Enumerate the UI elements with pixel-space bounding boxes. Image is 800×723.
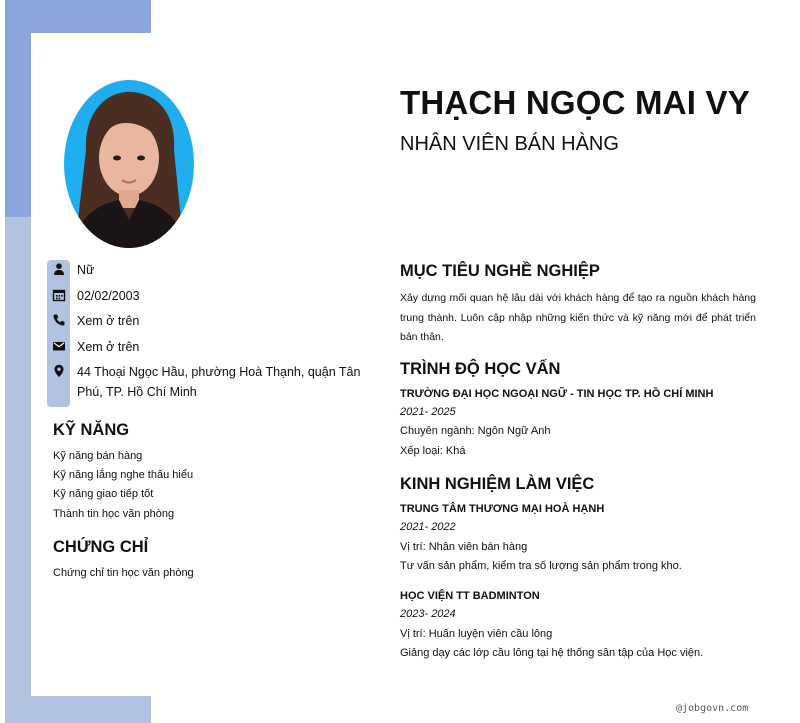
job-title: NHÂN VIÊN BÁN HÀNG bbox=[400, 133, 619, 155]
phone-text: Xem ở trên bbox=[77, 314, 140, 328]
certificates-heading: CHỨNG CHỈ bbox=[53, 538, 149, 556]
job-company: HỌC VIỆN TT BADMINTON bbox=[400, 590, 540, 602]
calendar-icon bbox=[52, 288, 66, 302]
education-grade: Xếp loại: Khá bbox=[400, 445, 466, 457]
education-years: 2021- 2025 bbox=[400, 406, 456, 418]
skill-item: Kỹ năng giao tiếp tốt bbox=[53, 488, 154, 500]
location-pin-icon bbox=[52, 364, 66, 378]
watermark: @jobgovn.com bbox=[676, 703, 749, 714]
skill-item: Kỹ năng lắng nghe thấu hiểu bbox=[53, 469, 194, 481]
profile-photo bbox=[64, 80, 194, 248]
contact-icon-bar bbox=[47, 260, 70, 407]
job-description: Giảng dạy các lớp cầu lông tại hệ thống sân tập của Học viện. bbox=[400, 647, 704, 659]
skills-heading: KỸ NĂNG bbox=[53, 421, 130, 439]
email-text: Xem ở trên bbox=[77, 340, 140, 354]
education-major: Chuyên ngành: Ngôn Ngữ Anh bbox=[400, 425, 551, 437]
gender-text: Nữ bbox=[77, 263, 95, 277]
mail-icon bbox=[52, 339, 66, 353]
skill-item: Thành tin học văn phòng bbox=[53, 508, 175, 520]
job-position: Vị trí: Huấn luyện viên cầu lông bbox=[400, 628, 553, 640]
job-years: 2021- 2022 bbox=[400, 521, 456, 533]
experience-heading: KINH NGHIỆM LÀM VIỆC bbox=[400, 475, 595, 493]
objective-heading: MỤC TIÊU NGHỀ NGHIỆP bbox=[400, 262, 600, 280]
job-description: Tư vấn sản phẩm, kiểm tra số lượng sản phẩm trong kho. bbox=[400, 560, 682, 572]
school-name: TRƯỜNG ĐẠI HỌC NGOẠI NGỮ - TIN HỌC TP. HỒ CHÍ MINH bbox=[400, 388, 714, 400]
job-position: Vị trí: Nhân viên bán hàng bbox=[400, 541, 528, 553]
job-years: 2023- 2024 bbox=[400, 608, 456, 620]
education-heading: TRÌNH ĐỘ HỌC VẤN bbox=[400, 360, 561, 378]
person-icon bbox=[52, 262, 66, 276]
birthday-text: 02/02/2003 bbox=[77, 289, 140, 303]
certificate-item: Chứng chỉ tin học văn phòng bbox=[53, 567, 194, 579]
phone-icon bbox=[52, 313, 66, 327]
candidate-name: THẠCH NGỌC MAI VY bbox=[400, 84, 750, 121]
job-company: TRUNG TÂM THƯƠNG MẠI HOÀ HẠNH bbox=[400, 503, 605, 515]
address-text: 44 Thoại Ngọc Hầu, phường Hoà Thạnh, quận Tân Phú, TP. Hồ Chí Minh bbox=[77, 365, 361, 399]
objective-text: Xây dựng mối quan hệ lâu dài với khách hàng để tạo ra nguồn khách hàng trung thành. Luôn cập nhập những kiến thức và kỹ năng mới để phát triển bản thân. bbox=[400, 292, 756, 343]
skill-item: Kỹ năng bán hàng bbox=[53, 450, 143, 462]
